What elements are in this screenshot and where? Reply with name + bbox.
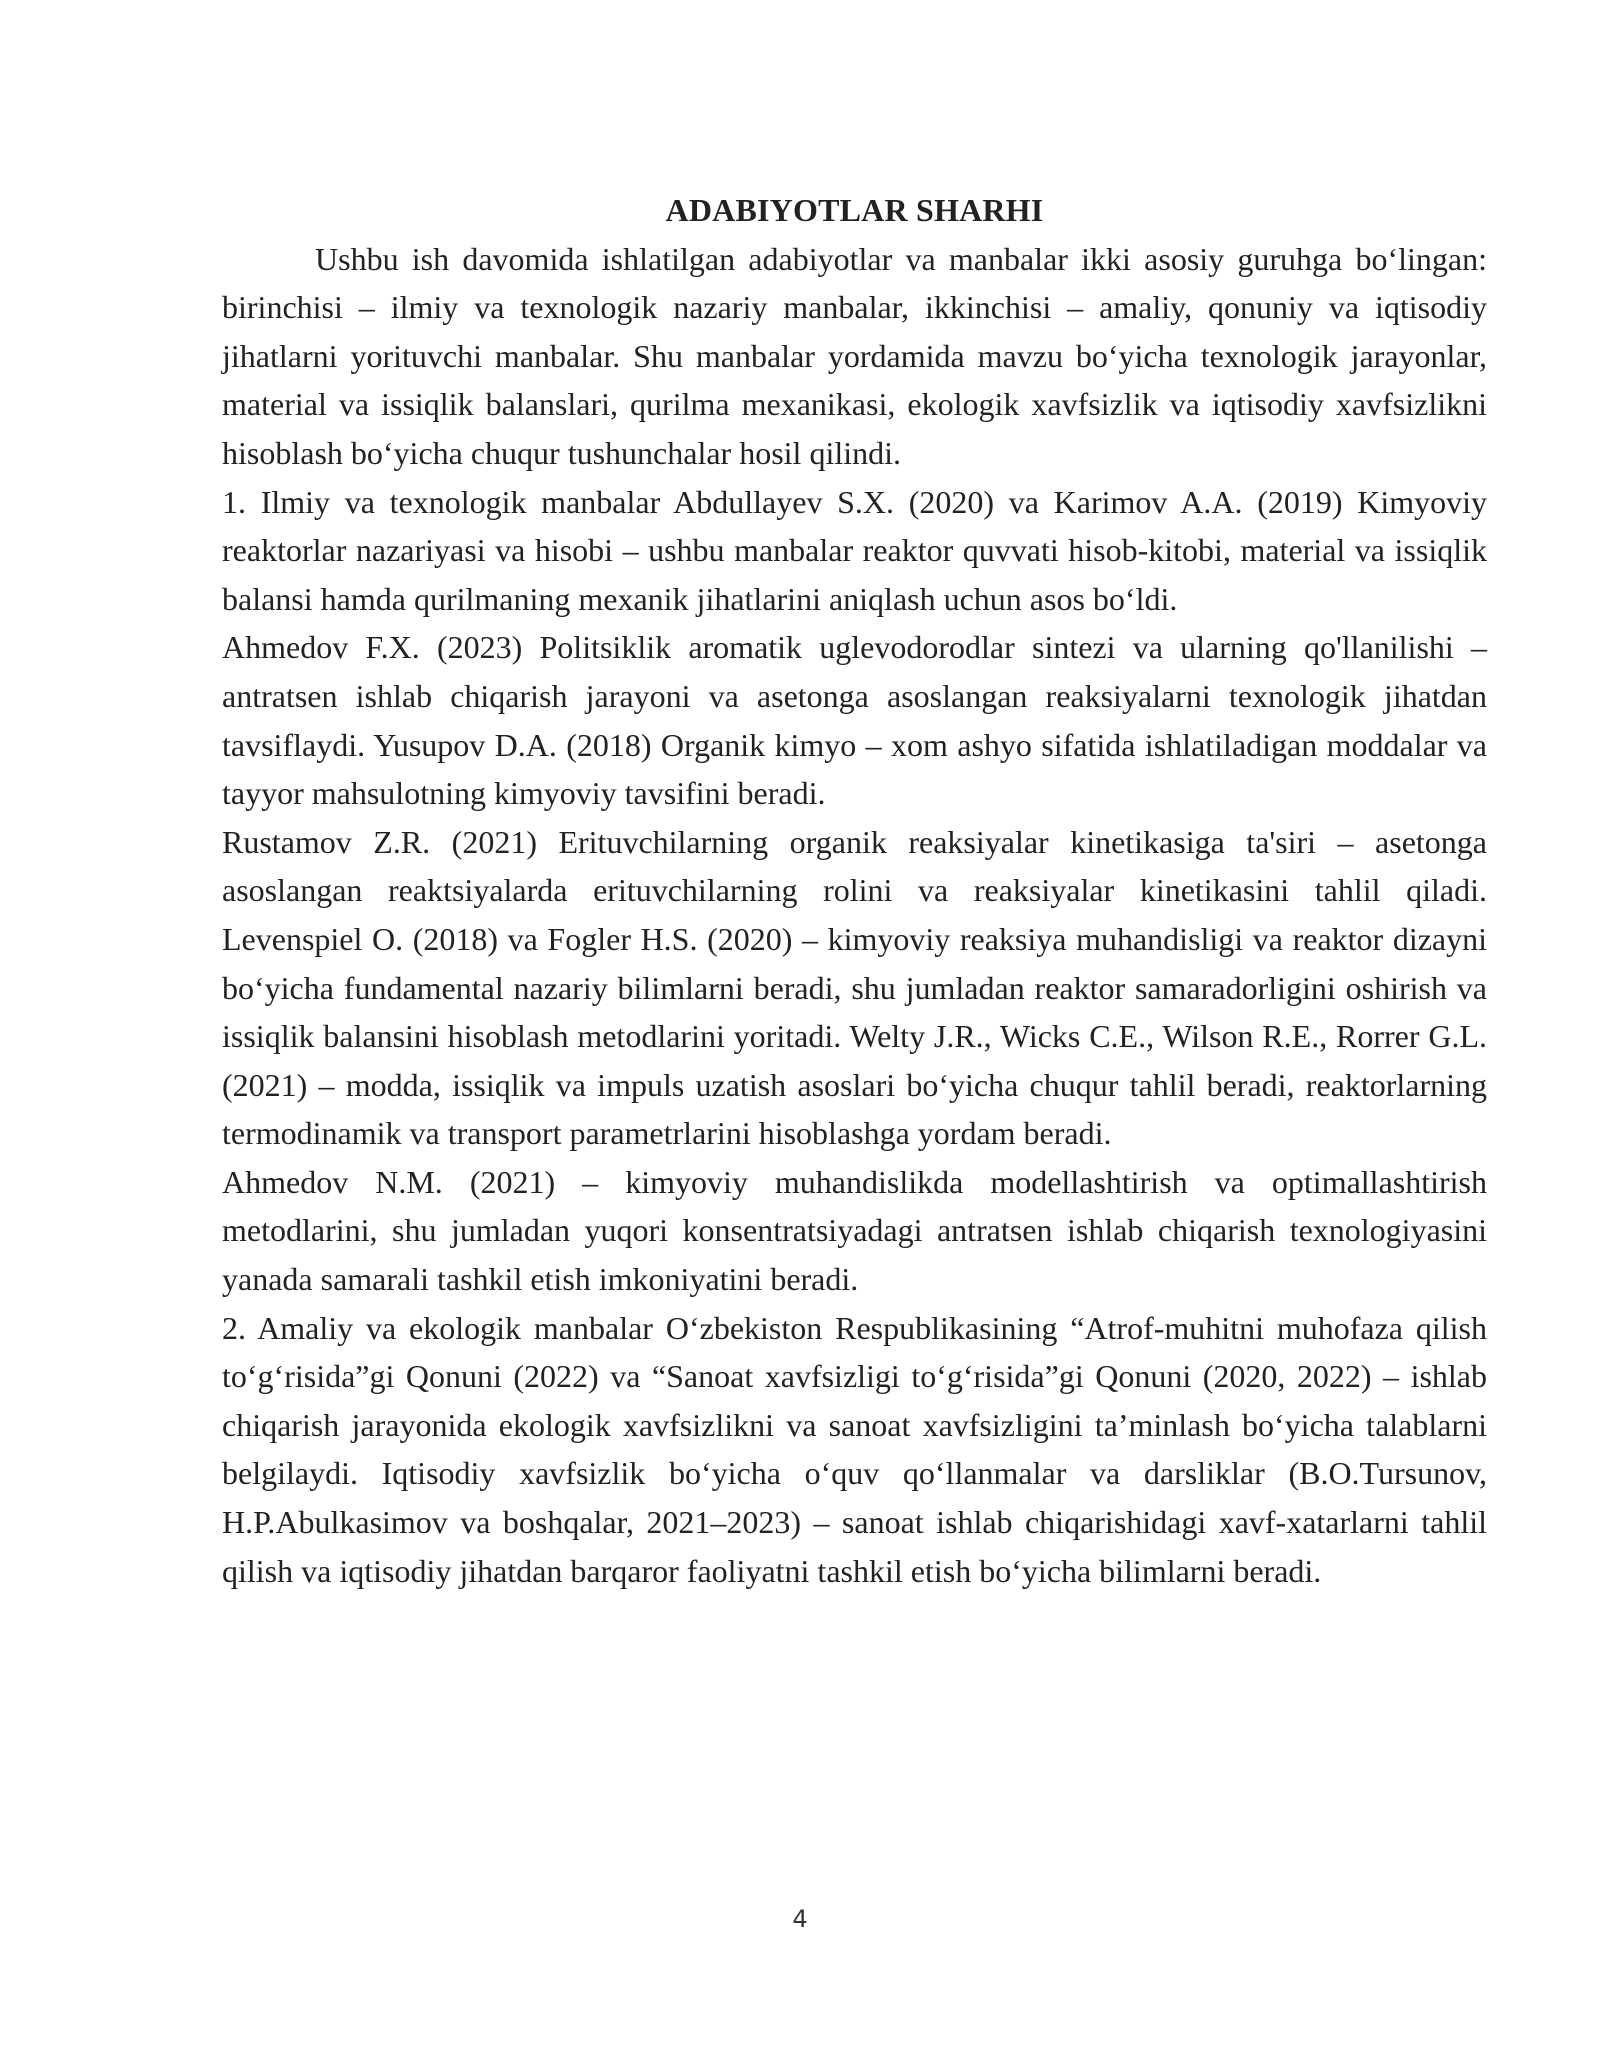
page-number: 4 [792,1905,808,1933]
intro-paragraph: Ushbu ish davomida ishlatilgan adabiyotlar va manbalar ikki asosiy guruhga bo‘lingan: birinchisi – ilmiy va texnologik nazariy manbalar, ikkinchisi – amaliy, qonuniy va iqtisodiy jihatlarni yorituvchi manbalar. Shu manbalar yordamida mavzu bo‘yicha texnologik jarayonlar, material va issiqlik balanslari, qurilma mexanikasi, ekologik xavfsizlik va iqtisodiy xavfsizlikni hisoblash bo‘yicha chuqur tushunchalar hosil qilindi. [222,240,1487,471]
paragraph-scientific-sources: 1. Ilmiy va texnologik manbalar Abdullayev S.X. (2020) va Karimov A.A. (2019) Kimyoviy reaktorlar nazariyasi va hisobi – ushbu manbalar reaktor quvvati hisob-kitobi, material va issiqlik balansi hamda qurilmaning mexanik jihatlarini aniqlash uchun asos bo‘ldi. [222,483,1487,617]
paragraph-ahmedov-nm: Ahmedov N.M. (2021) – kimyoviy muhandislikda modellashtirish va optimallashtirish metodlarini, shu jumladan yuqori konsentratsiyadagi antratsen ishlab chiqarish texnologiyasini yanada samarali tashkil etish imkoniyatini beradi. [222,1163,1487,1298]
page-title: ADABIYOTLAR SHARHI [665,192,1044,228]
paragraph-rustamov-levenspiel-welty: Rustamov Z.R. (2021) Erituvchilarning organik reaksiyalar kinetikasiga ta'siri – asetonga asoslangan reaktsiyalarda erituvchilarning rolini va reaksiyalar kinetikasini tahlil qiladi. Levenspiel O. (2018) va Fogler H.S. (2020) – kimyoviy reaksiya muhandisligi va reaktor dizayni bo‘yicha fundamental nazariy bilimlarni beradi, shu jumladan reaktor samaradorligini oshirish va issiqlik balansini hisoblash metodlarini yoritadi. Welty J.R., Wicks C.E., Wilson R.E., Rorrer G.L. (2021) – modda, issiqlik va impuls uzatish asoslari bo‘yicha chuqur tahlil beradi, reaktorlarning termodinamik va transport parametrlarini hisoblashga yordam beradi. [222,823,1487,1152]
page-body [222,186,1487,1595]
paragraph-practical-sources: 2. Amaliy va ekologik manbalar O‘zbekiston Respublikasining “Atrof-muhitni muhofaza qilish to‘g‘risida”gi Qonuni (2022) va “Sanoat xavfsizligi to‘g‘risida”gi Qonuni (2020, 2022) – ishlab chiqarish jarayonida ekologik xavfsizlikni va sanoat xavfsizligini ta’minlash bo‘yicha talablarni belgilaydi. Iqtisodiy xavfsizlik bo‘yicha o‘quv qo‘llanmalar va darsliklar (B.O.Tursunov, H.P.Abulkasimov va boshqalar, 2021–2023) – sanoat ishlab chiqarishidagi xavf-xatarlarni tahlil qilish va iqtisodiy jihatdan barqaror faoliyatni tashkil etish bo‘yicha bilimlarni beradi. [222,1309,1487,1589]
paragraph-ahmedov-yusupov: Ahmedov F.X. (2023) Politsiklik aromatik uglevodorodlar sintezi va ularning qo'llanilishi – antratsen ishlab chiqarish jarayoni va asetonga asoslangan reaksiyalarni texnologik jihatdan tavsiflaydi. Yusupov D.A. (2018) Organik kimyo – xom ashyo sifatida ishlatiladigan moddalar va tayyor mahsulotning kimyoviy tavsifini beradi. [222,629,1487,812]
